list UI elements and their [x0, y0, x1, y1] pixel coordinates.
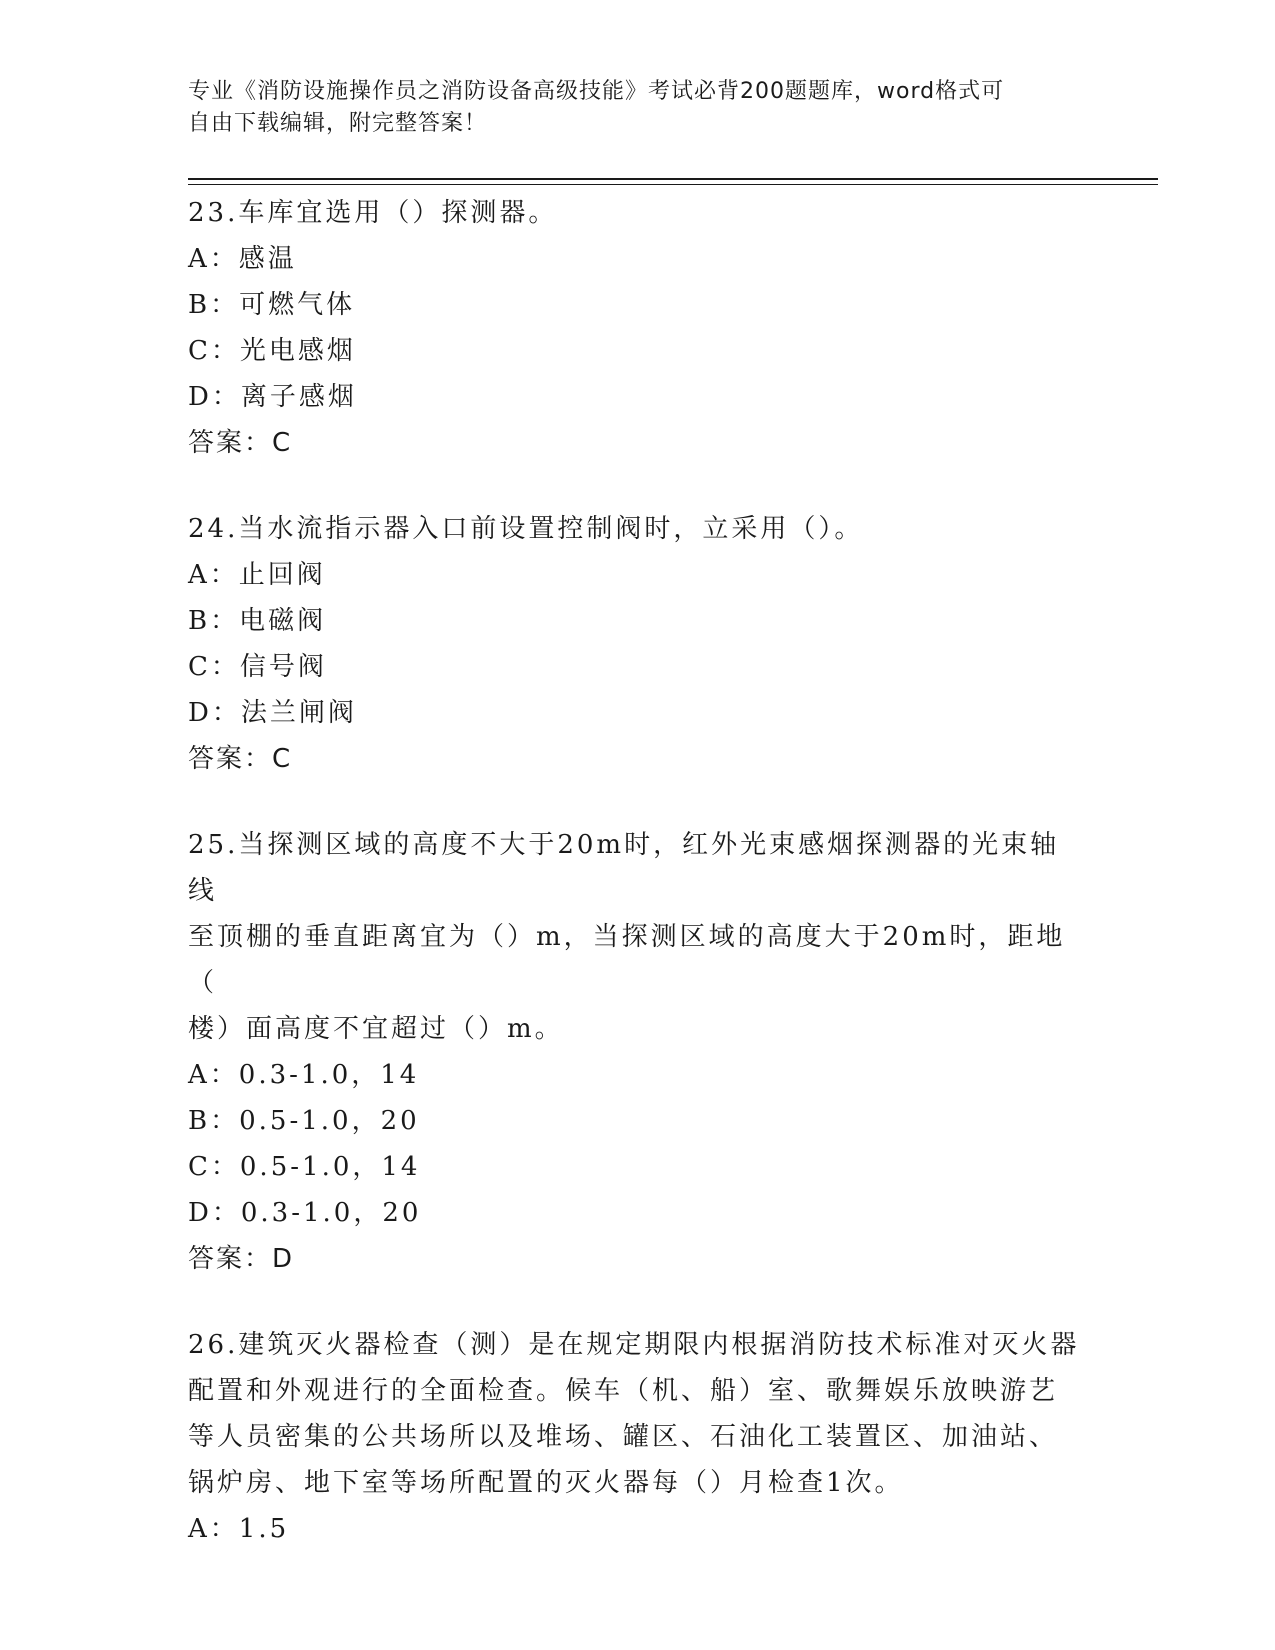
answer: 答案：C — [188, 428, 293, 458]
option-b: B：0.5-1.0，20 — [188, 1106, 420, 1136]
header-line-2: 自由下载编辑，附完整答案！ — [188, 111, 488, 136]
option-d: D：法兰闸阀 — [188, 698, 357, 728]
question-stem-line: 至顶棚的垂直距离宜为（）m，当探测区域的高度大于20m时，距地（ — [188, 922, 1066, 998]
question-list — [188, 190, 1088, 1592]
question-stem-line: 25.当探测区域的高度不大于20m时，红外光束感烟探测器的光束轴线 — [188, 830, 1060, 906]
option-b: B：可燃气体 — [188, 290, 356, 320]
option-d: D：离子感烟 — [188, 382, 357, 412]
document-header — [188, 76, 1068, 140]
option-c: C：信号阀 — [188, 652, 327, 682]
option-a: A：1.5 — [188, 1514, 290, 1544]
header-rule-thick — [188, 178, 1158, 180]
question-stem-line: 楼）面高度不宜超过（）m。 — [188, 1014, 564, 1044]
question-stem: 23.车库宜选用（）探测器。 — [188, 198, 558, 228]
option-a: A：感温 — [188, 244, 297, 274]
header-rule-thin — [188, 184, 1158, 185]
question-stem-line: 等人员密集的公共场所以及堆场、罐区、石油化工装置区、加油站、 — [188, 1422, 1059, 1452]
question-stem: 24.当水流指示器入口前设置控制阀时，立采用（）。 — [188, 514, 864, 544]
question-23 — [188, 190, 1088, 466]
question-26 — [188, 1322, 1088, 1552]
question-stem-line: 锅炉房、地下室等场所配置的灭火器每（）月检查1次。 — [188, 1468, 904, 1498]
question-25 — [188, 822, 1088, 1282]
answer: 答案：D — [188, 1244, 295, 1274]
option-b: B：电磁阀 — [188, 606, 327, 636]
question-stem-line: 26.建筑灭火器检查（测）是在规定期限内根据消防技术标准对灭火器 — [188, 1330, 1080, 1360]
header-line-1: 专业《消防设施操作员之消防设备高级技能》考试必背200题题库，word格式可 — [188, 79, 1005, 104]
option-a: A：止回阀 — [188, 560, 326, 590]
question-stem-line: 配置和外观进行的全面检查。候车（机、船）室、歌舞娱乐放映游艺 — [188, 1376, 1059, 1406]
option-c: C：光电感烟 — [188, 336, 356, 366]
option-a: A：0.3-1.0，14 — [188, 1060, 420, 1090]
answer: 答案：C — [188, 744, 293, 774]
option-d: D：0.3-1.0，20 — [188, 1198, 422, 1228]
option-c: C：0.5-1.0，14 — [188, 1152, 421, 1182]
question-24 — [188, 506, 1088, 782]
